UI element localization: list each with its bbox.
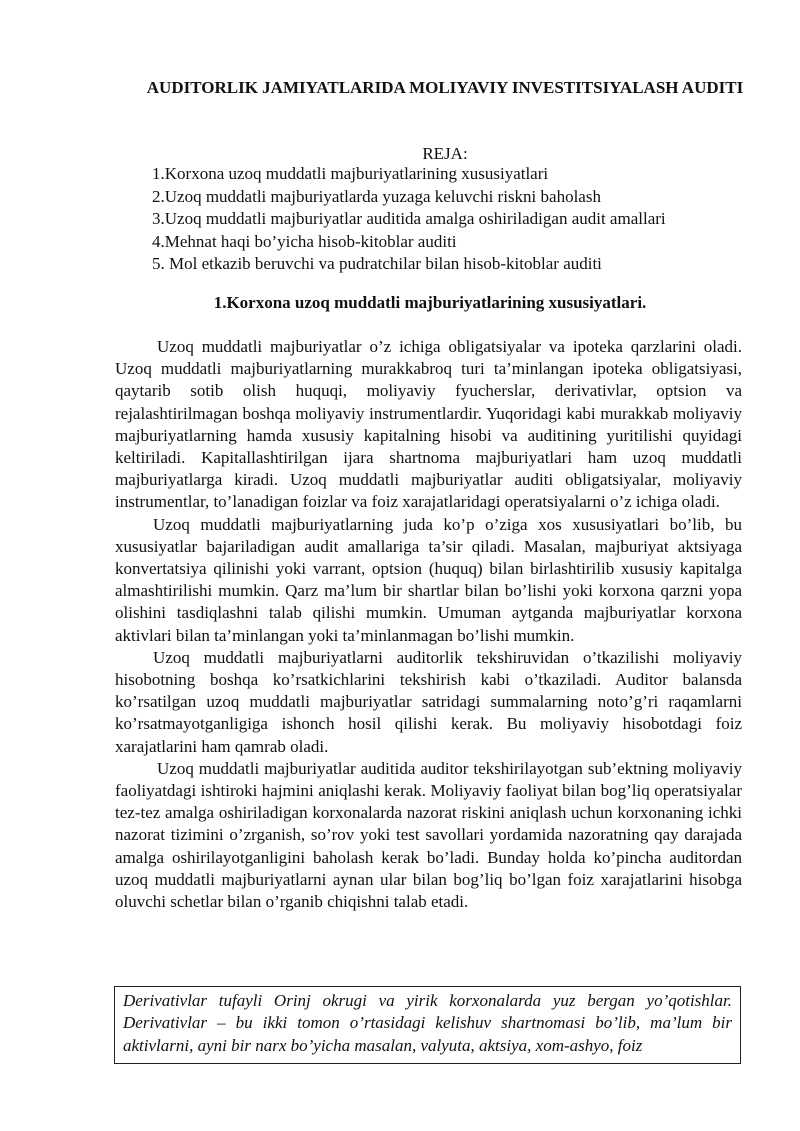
body-paragraph: Uzoq muddatli majburiyatlarning juda ko’p o’ziga xos xususiyatlari bo’lib, bu xususiyatlar bajariladigan audit amallariga ta’sir qiladi. Masalan, majburiyat aktsiyaga konvertatsiya qilinishi yoki varrant, optsion (huquq) bilan birlashtirilib xususiy kapitalga almashtirilishi mumkin. Qarz ma’lum bir shartlar bilan bo’lishi yoki korxona qarzni yopa olishini tasdiqlashni talab qilishi mumkin. Umuman aytganda majburiyatlar korxona aktivlari bilan ta’minlangan yoki ta’minlanmagan bo’lishi mumkin. xyxy=(115,514,742,645)
body-paragraph: Uzoq muddatli majburiyatlar auditida auditor tekshirilayotgan sub’ektning moliyaviy faoliyatdagi ishtiroki hajmini aniqlashi kerak. Moliyaviy faoliyat bilan bog’liq operatsiyalar tez-tez amalga oshiriladigan korxonalarda nazorat riskini aniqlash uchun korxonaning ichki nazorat tizimini o’zrganish, so’rov yoki test savollari yordamida nazoratning qay darajada amalga oshirilayotganligini baholash kerak bo’ladi. Bunday holda ko’pincha auditordan uzoq muddatli majburiyatlarni aynan ular bilan bog’liq bo’lgan foiz xarajatlarini hisobga oluvchi schetlar bilan o’rganib chiqishni talab etadi. xyxy=(115,758,742,912)
plan-item: 3.Uzoq muddatli majburiyatlar auditida amalga oshiriladigan audit amallari xyxy=(152,209,666,228)
plan-item: 4.Mehnat haqi bo’yicha hisob-kitoblar auditi xyxy=(152,231,457,251)
callout-box xyxy=(114,986,741,1064)
plan-item: 1.Korxona uzoq muddatli majburiyatlarining xususiyatlari xyxy=(152,164,549,183)
document-title: AUDITORLIK JAMIYATLARIDA MOLIYAVIY INVESTITSIYALASH AUDITI xyxy=(146,78,744,97)
body-text xyxy=(115,336,742,913)
plan-item: 2.Uzoq muddatli majburiyatlarda yuzaga keluvchi riskni baholash xyxy=(152,186,601,206)
section-heading: 1.Korxona uzoq muddatli majburiyatlarining xususiyatlari. xyxy=(213,293,647,312)
callout-text: Derivativlar tufayli Orinj okrugi va yirik korxonalarda yuz bergan yo’qotishlar. Derivativlar – bu ikki tomon o’rtasidagi kelishuv shartnomasi bo’lib, ma’lum bir aktivlarni, ayni bir narx bo’yicha masalan, valyuta, aktsiya, xom-ashyo, foiz xyxy=(123,991,732,1055)
plan-heading: REJA: xyxy=(422,144,468,163)
plan-list xyxy=(152,163,752,276)
body-paragraph: Uzoq muddatli majburiyatlar o’z ichiga obligatsiyalar va ipoteka qarzlarini oladi. Uzoq muddatli majburiyatlarning murakkabroq turi ta’minlangan ipoteka obligatsiyasi, qaytarib sotib olish huquqi, moliyaviy fyucherslar, derivativlar, optsion va rejalashtirilmagan boshqa moliyaviy instrumentlardir. Yuqoridagi kabi murakkab moliyaviy majburiyatlarning hamda xususiy kapitalning hisobi va auditining yuritilishi quyidagi keltiriladi. Kapitallashtirilgan ijara shartnoma majburiyatlari ham uzoq muddatli majburiyatlarga kiradi. Uzoq muddatli majburiyatlar auditi obligatsiyalar, moliyaviy instrumentlar, to’lanadigan foizlar va foiz xarajatlaridagi operatsiyalarni o’z ichiga oladi. xyxy=(115,337,742,512)
body-paragraph: Uzoq muddatli majburiyatlarni auditorlik tekshiruvidan o’tkazilishi moliyaviy hisobotning boshqa ko’rsatkichlarini tekshirish kabi o’tkaziladi. Auditor balansda ko’rsatilgan uzoq muddatli majburiyatlar satridagi summalarning noto’g’ri raqamlarni ko’rsatmayotganligiga ishonch hosil qilishi kerak. Bu moliyaviy hisobotdagi foiz xarajatlarini ham qamrab oladi. xyxy=(115,647,742,756)
plan-item: 5. Mol etkazib beruvchi va pudratchilar bilan hisob-kitoblar auditi xyxy=(152,254,602,273)
